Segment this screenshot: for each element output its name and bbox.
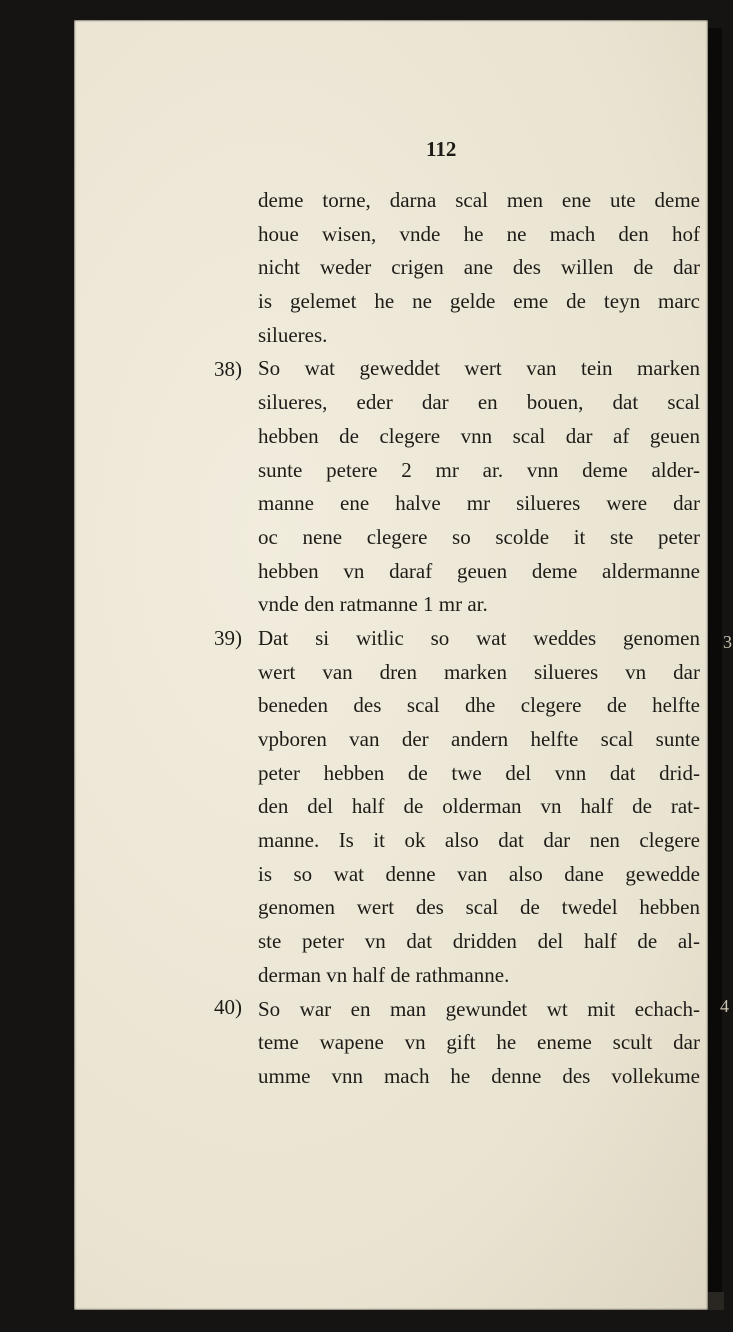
text-line: den del half de olderman vn half de rat- bbox=[258, 794, 700, 819]
text-line: So wat geweddet wert van tein marken bbox=[258, 356, 700, 381]
text-line: wert van dren marken silueres vn dar bbox=[258, 659, 700, 684]
text-line: vnde den ratmanne 1 mr ar. bbox=[258, 592, 488, 617]
text-line: derman vn half de rathmanne. bbox=[258, 962, 510, 987]
text-line: hebben vn daraf geuen deme aldermanne bbox=[258, 558, 700, 583]
book-spine-shadow bbox=[708, 28, 722, 1308]
text-line: houe wisen, vnde he ne mach den hof bbox=[258, 221, 700, 246]
facing-page-mark: 3 bbox=[723, 632, 732, 652]
text-line: manne ene halve mr silueres were dar bbox=[258, 491, 700, 516]
text-line: beneden des scal dhe clegere de helfte bbox=[258, 693, 700, 718]
text-line: oc nene clegere so scolde it ste peter bbox=[258, 524, 700, 549]
text-line: hebben de clegere vnn scal dar af geuen bbox=[258, 423, 700, 448]
text-line: silueres. bbox=[258, 322, 328, 347]
facing-page-mark: 4 bbox=[720, 996, 729, 1016]
text-line: vpboren van der andern helfte scal sunte bbox=[258, 727, 700, 751]
text-line: ste peter vn dat dridden del half de al- bbox=[258, 929, 700, 954]
body-text bbox=[258, 184, 700, 1094]
text-line: is gelemet he ne gelde eme de teyn marc bbox=[258, 289, 700, 314]
text-line: umme vnn mach he denne des vollekume bbox=[258, 1063, 700, 1088]
text-line: silueres, eder dar en bouen, dat scal bbox=[258, 390, 700, 415]
text-line: So war en man gewundet wt mit echach- bbox=[258, 996, 700, 1021]
text-line: manne. Is it ok also dat dar nen clegere bbox=[258, 828, 700, 853]
text-line: Dat si witlic so wat weddes genomen bbox=[258, 625, 700, 650]
text-line: peter hebben de twe del vnn dat drid- bbox=[258, 760, 700, 785]
text-line: nicht weder crigen ane des willen de dar bbox=[258, 255, 700, 280]
text-line: teme wapene vn gift he eneme scult dar bbox=[258, 1030, 700, 1055]
text-line: is so wat denne van also dane gewedde bbox=[258, 861, 700, 886]
paragraph-number-38: 38) bbox=[214, 357, 242, 381]
paragraph-number-40: 40) bbox=[214, 995, 242, 1019]
paragraph-number-39: 39) bbox=[214, 626, 242, 650]
text-line: deme torne, darna scal men ene ute deme bbox=[258, 188, 700, 212]
page-number: 112 bbox=[426, 137, 457, 161]
text-line: sunte petere 2 mr ar. vnn deme alder- bbox=[258, 457, 700, 482]
text-line: genomen wert des scal de twedel hebben bbox=[258, 895, 700, 920]
